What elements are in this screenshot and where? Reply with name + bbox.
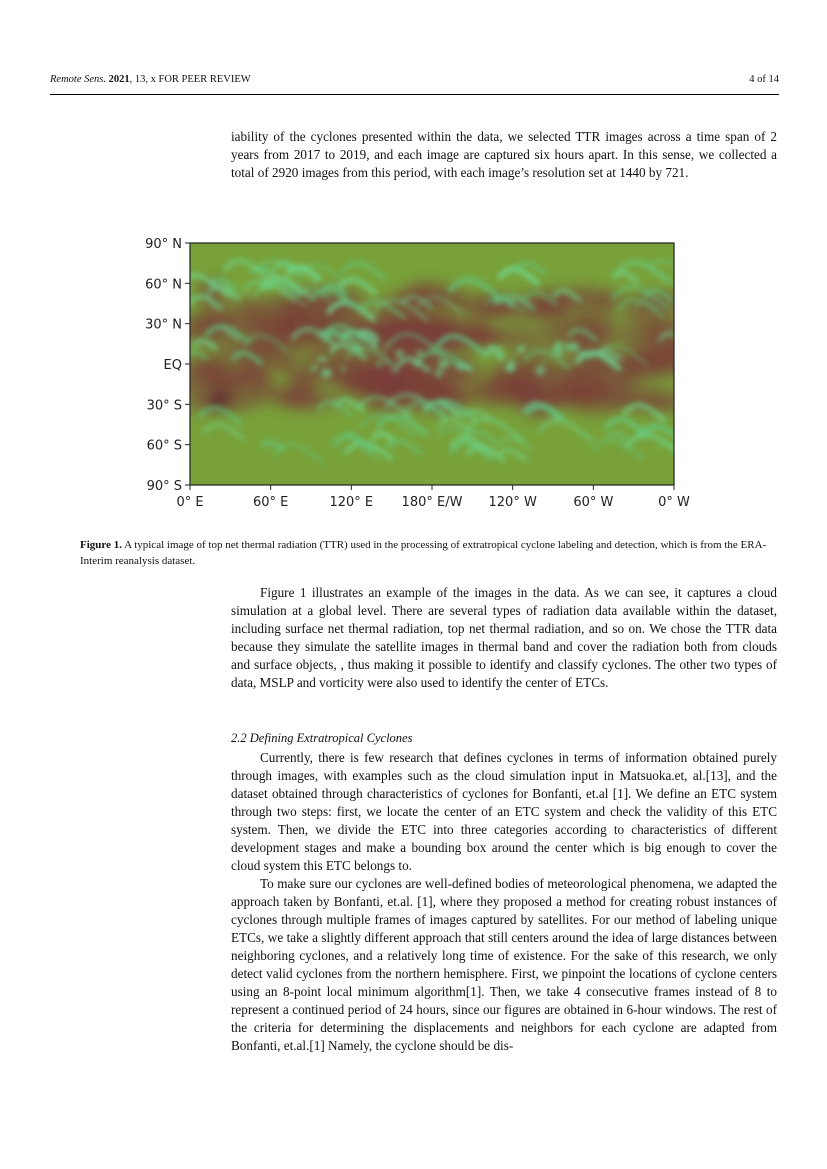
y-tick-label: 90° S [146, 479, 182, 494]
x-tick-label: 0° E [176, 495, 204, 510]
page-number: 4 of 14 [749, 74, 779, 85]
y-tick-label: 90° N [145, 237, 182, 252]
figure-ttr-map [130, 232, 700, 517]
y-tick-label: 60° S [146, 438, 182, 454]
x-tick-label: 60° E [252, 495, 289, 510]
intro-paragraph: iability of the cyclones presented within the data, we selected TTR images across a time span of 2 years from 2017 to 2019, and each image are captured six hours apart. In this sense, we collected a total of 2920 images from this period, with each image’s resolution set at 1440 by 721. [231, 129, 777, 180]
section-heading: 2.2 Defining Extratropical Cyclones [231, 731, 413, 745]
x-tick-label: 120° W [488, 495, 537, 510]
x-tick-label: 0° W [658, 495, 690, 510]
y-tick-label: 60° N [145, 277, 182, 293]
ttr-image [169, 243, 700, 485]
etc-paragraph-2: To make sure our cyclones are well-defined bodies of meteorological phenomena, we adapted the approach taken by Bonfanti, et.al. [1], where they proposed a method for creating robust instances of cyclones through multiple frames of images captured by satellites. For our method of labeling unique ETCs, we take a slightly different approach that still centers around the idea of large distances between neighboring cyclones, and a relatively long time of existence. For the sake of this research, we only detect valid cyclones from the northern hemisphere. First, we pinpoint the locations of cyclone centers using an 8-point local minimum algorithm[1]. Then, we take 4 consecutive frames instead of 8 to represent a continued period of 24 hours, since our figures are obtained in 6-hour windows. The rest of the criteria for determining the displacements and neighbors for each cyclone are adapted from Bonfanti, et.al.[1] Namely, the cyclone should be dis- [231, 876, 777, 1053]
etc-paragraph-1: Currently, there is few research that defines cyclones in terms of information obtained purely through images, with examples such as the cloud simulation input in Matsuoka.et, al.[13], and the dataset obtained through characteristics of cyclones for Bonfanti, et.al [1]. We define an ETC system through two steps: first, we locate the center of an ETC system and check the validity of this ETC system. Then, we divide the ETC into three categories according to characteristics of different development stages and make a bounding box around the center which is big enough to cover the cloud system this ETC belongs to. [231, 750, 777, 873]
etc-definition-paragraphs [231, 749, 777, 1055]
x-tick-label: 60° W [573, 495, 614, 510]
header-citation: Remote Sens. 2021, 13, x FOR PEER REVIEW [50, 74, 251, 85]
y-tick-label: 30° N [145, 317, 182, 333]
x-axis [176, 485, 690, 510]
y-tick-label: EQ [163, 358, 182, 373]
ttr-map-plot [130, 232, 700, 517]
x-tick-label: 120° E [329, 495, 374, 510]
running-header [50, 72, 779, 95]
y-axis [145, 237, 190, 494]
y-tick-label: 30° S [146, 398, 182, 414]
figure-caption: Figure 1. A typical image of top net thermal radiation (TTR) used in the processing of extratropical cyclone labeling and detection, which is from the ERA-Interim reanalysis dataset. [80, 539, 767, 567]
figure-description-paragraph: Figure 1 illustrates an example of the images in the data. As we can see, it captures a cloud simulation at a global level. There are several types of radiation data available within the dataset, including surface net thermal radiation, top net thermal radiation, and so on. We chose the TTR data because they simulate the satellite images in thermal band and cover the radiation both from clouds and surface objects, , thus making it possible to identify and classify cyclones. The other two types of data, MSLP and vorticity were also used to identify the center of ETCs. [231, 585, 777, 690]
x-tick-label: 180° E/W [401, 495, 463, 510]
